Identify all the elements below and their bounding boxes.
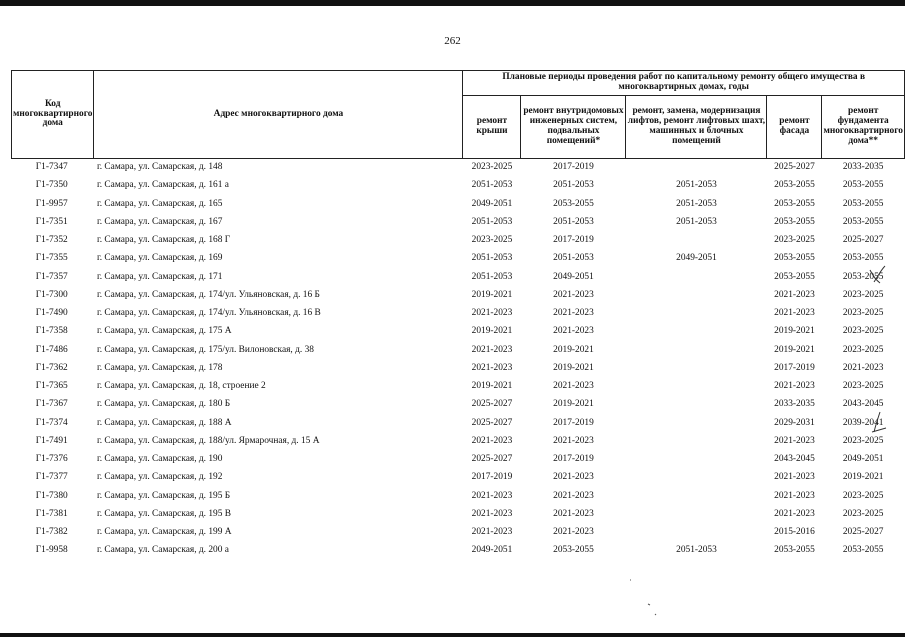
cell-foundation: 2023-2025 [842, 435, 884, 446]
cell-foundation: 2021-2023 [842, 362, 884, 373]
cell-lifts [626, 323, 767, 341]
cell-lifts [626, 524, 767, 542]
cell-foundation: 2053-2055 [842, 545, 884, 556]
cell-address: г. Самара, ул. Самарская, д. 190 [96, 454, 223, 465]
cell-systems: 2051-2053 [553, 216, 594, 227]
table-row [12, 396, 905, 414]
table-row [12, 287, 905, 305]
cell-lifts [626, 506, 767, 524]
cell-foundation: 2023-2025 [842, 326, 884, 337]
cell-facade: 2023-2025 [774, 235, 815, 246]
cell-foundation: 2023-2025 [842, 308, 884, 319]
cell-lifts [626, 451, 767, 469]
cell-facade: 2029-2031 [774, 417, 815, 428]
table-row [12, 506, 905, 524]
header-foundation: ремонт фундамента многоквартирного дома** [822, 96, 904, 159]
cell-foundation: 2039-2041 [842, 417, 884, 428]
cell-foundation: 2033-2035 [842, 162, 884, 173]
cell-lifts [626, 342, 767, 360]
header-facade: ремонт фасада [767, 96, 822, 159]
cell-foundation: 2043-2045 [842, 399, 884, 410]
cell-roof: 2017-2019 [471, 472, 513, 483]
cell-code: Г1-9957 [35, 198, 68, 209]
cell-facade: 2019-2021 [774, 326, 815, 337]
cell-roof: 2019-2021 [471, 326, 513, 337]
cell-systems: 2021-2023 [553, 527, 594, 538]
cell-systems: 2021-2023 [553, 435, 594, 446]
cell-foundation: 2023-2025 [842, 344, 884, 355]
cell-lifts [626, 488, 767, 506]
cell-address: г. Самара, ул. Самарская, д. 178 [96, 362, 223, 373]
cell-code: Г1-7367 [35, 399, 68, 410]
cell-facade: 2019-2021 [774, 344, 815, 355]
cell-facade: 2053-2055 [774, 180, 815, 191]
cell-facade: 2021-2023 [774, 508, 815, 519]
cell-code: Г1-7365 [35, 381, 68, 392]
cell-facade: 2021-2023 [774, 289, 815, 300]
table-row [12, 196, 905, 214]
page-number: 262 [444, 35, 461, 47]
cell-facade: 2021-2023 [774, 435, 815, 446]
table-row [12, 415, 905, 433]
cell-code: Г1-7486 [35, 344, 68, 355]
cell-roof: 2051-2053 [471, 180, 513, 191]
table-row [12, 469, 905, 487]
bottom-border-rule [0, 633, 905, 637]
cell-facade: 2053-2055 [774, 545, 815, 556]
cell-lifts: 2051-2053 [676, 545, 717, 556]
table-row [12, 378, 905, 396]
table-row [12, 269, 905, 287]
cell-facade: 2021-2023 [774, 308, 815, 319]
cell-code: Г1-9958 [35, 545, 68, 556]
cell-address: г. Самара, ул. Самарская, д. 18, строение 2 [96, 381, 266, 392]
table-row [12, 542, 905, 560]
cell-address: г. Самара, ул. Самарская, д. 168 Г [96, 235, 231, 246]
cell-roof: 2021-2023 [471, 344, 513, 355]
cell-lifts [626, 305, 767, 323]
cell-facade: 2053-2055 [774, 253, 815, 264]
cell-systems: 2021-2023 [553, 326, 594, 337]
cell-foundation: 2053-2055 [842, 216, 884, 227]
cell-address: г. Самара, ул. Самарская, д. 169 [96, 253, 223, 264]
cell-systems: 2021-2023 [553, 508, 594, 519]
cell-foundation: 2049-2051 [842, 454, 884, 465]
cell-foundation: 2025-2027 [842, 527, 884, 538]
cell-systems: 2021-2023 [553, 490, 594, 501]
cell-code: Г1-7347 [35, 162, 68, 173]
cell-lifts: 2049-2051 [676, 253, 717, 264]
cell-lifts [626, 469, 767, 487]
cell-address: г. Самара, ул. Самарская, д. 192 [96, 472, 223, 483]
cell-systems: 2049-2051 [553, 271, 594, 282]
cell-address: г. Самара, ул. Самарская, д. 180 Б [96, 399, 231, 410]
cell-facade: 2021-2023 [774, 490, 815, 501]
header-periods-group: Плановые периоды проведения работ по капитальному ремонту общего имущества в многоквартирных домах, годы [463, 71, 904, 96]
cell-lifts [626, 360, 767, 378]
cell-systems: 2021-2023 [553, 308, 594, 319]
cell-foundation: 2053-2055 [842, 180, 884, 191]
cell-foundation: 2053-2055 [842, 253, 884, 264]
cell-facade: 2043-2045 [774, 454, 815, 465]
cell-code: Г1-7352 [35, 235, 68, 246]
cell-address: г. Самара, ул. Самарская, д. 195 Б [96, 490, 231, 501]
cell-systems: 2051-2053 [553, 253, 594, 264]
cell-address: г. Самара, ул. Самарская, д. 174/ул. Ульяновская, д. 16 Б [96, 289, 320, 300]
cell-lifts [626, 159, 767, 178]
cell-systems: 2019-2021 [553, 362, 594, 373]
cell-facade: 2017-2019 [774, 362, 815, 373]
cell-facade: 2021-2023 [774, 381, 815, 392]
cell-facade: 2021-2023 [774, 472, 815, 483]
cell-roof: 2049-2051 [471, 198, 513, 209]
cell-foundation: 2053-2055 [842, 271, 884, 282]
table-row [12, 451, 905, 469]
cell-roof: 2025-2027 [471, 417, 513, 428]
cell-facade: 2053-2055 [774, 271, 815, 282]
cell-systems: 2019-2021 [553, 344, 594, 355]
cell-code: Г1-7377 [35, 472, 68, 483]
cell-code: Г1-7490 [35, 308, 68, 319]
cell-address: г. Самара, ул. Самарская, д. 165 [96, 198, 223, 209]
cell-code: Г1-7358 [35, 326, 68, 337]
cell-lifts: 2051-2053 [676, 198, 717, 209]
cell-foundation: 2023-2025 [842, 490, 884, 501]
table-row [12, 488, 905, 506]
cell-code: Г1-7380 [35, 490, 68, 501]
cell-foundation: 2023-2025 [842, 289, 884, 300]
cell-code: Г1-7374 [35, 417, 68, 428]
cell-address: г. Самара, ул. Самарская, д. 161 а [96, 180, 229, 191]
cell-code: Г1-7300 [35, 289, 68, 300]
cell-systems: 2021-2023 [553, 381, 594, 392]
cell-address: г. Самара, ул. Самарская, д. 188 А [96, 417, 232, 428]
cell-roof: 2021-2023 [471, 435, 513, 446]
cell-systems: 2017-2019 [553, 454, 594, 465]
table-row [12, 433, 905, 451]
cell-lifts [626, 269, 767, 287]
table-row [12, 177, 905, 195]
cell-code: Г1-7355 [35, 253, 68, 264]
table-row [12, 159, 905, 178]
cell-code: Г1-7376 [35, 454, 68, 465]
cell-facade: 2033-2035 [774, 399, 815, 410]
table-row [12, 342, 905, 360]
table-row [12, 524, 905, 542]
cell-lifts [626, 396, 767, 414]
cell-roof: 2051-2053 [471, 271, 513, 282]
header-code: Код многоквартирного дома [12, 71, 94, 159]
cell-facade: 2053-2055 [774, 198, 815, 209]
cell-systems: 2017-2019 [553, 162, 594, 173]
scan-speck [630, 580, 656, 615]
header-lifts: ремонт, замена, модернизация лифтов, ремонт лифтовых шахт, машинных и блочных помещений [626, 96, 767, 159]
cell-systems: 2017-2019 [553, 417, 594, 428]
table-row [12, 323, 905, 341]
cell-code: Г1-7491 [35, 435, 68, 446]
cell-roof: 2019-2021 [471, 289, 513, 300]
cell-lifts: 2051-2053 [676, 216, 717, 227]
cell-foundation: 2053-2055 [842, 198, 884, 209]
cell-foundation: 2023-2025 [842, 381, 884, 392]
cell-roof: 2021-2023 [471, 508, 513, 519]
cell-roof: 2051-2053 [471, 253, 513, 264]
header-address: Адрес многоквартирного дома [94, 71, 463, 159]
cell-lifts: 2051-2053 [676, 180, 717, 191]
cell-address: г. Самара, ул. Самарская, д. 148 [96, 162, 223, 173]
cell-roof: 2049-2051 [471, 545, 513, 556]
cell-lifts [626, 433, 767, 451]
cell-roof: 2021-2023 [471, 362, 513, 373]
cell-systems: 2021-2023 [553, 472, 594, 483]
cell-roof: 2025-2027 [471, 454, 513, 465]
cell-address: г. Самара, ул. Самарская, д. 175 А [96, 326, 232, 337]
cell-code: Г1-7351 [35, 216, 68, 227]
table-body [12, 159, 905, 561]
cell-code: Г1-7381 [35, 508, 68, 519]
cell-lifts [626, 287, 767, 305]
cell-lifts [626, 232, 767, 250]
cell-address: г. Самара, ул. Самарская, д. 171 [96, 271, 223, 282]
cell-address: г. Самара, ул. Самарская, д. 174/ул. Ульяновская, д. 16 В [96, 308, 321, 319]
cell-roof: 2021-2023 [471, 527, 513, 538]
cell-foundation: 2019-2021 [842, 472, 884, 483]
cell-facade: 2025-2027 [774, 162, 815, 173]
cell-roof: 2051-2053 [471, 216, 513, 227]
table-row [12, 305, 905, 323]
header-roof: ремонт крыши [463, 96, 521, 159]
table-row [12, 250, 905, 268]
cell-code: Г1-7382 [35, 527, 68, 538]
table-row [12, 232, 905, 250]
cell-lifts [626, 415, 767, 433]
cell-address: г. Самара, ул. Самарская, д. 200 а [96, 545, 229, 556]
cell-roof: 2019-2021 [471, 381, 513, 392]
cell-code: Г1-7362 [35, 362, 68, 373]
cell-address: г. Самара, ул. Самарская, д. 188/ул. Ярмарочная, д. 15 А [96, 435, 320, 446]
cell-address: г. Самара, ул. Самарская, д. 199 А [96, 527, 232, 538]
header-systems: ремонт внутридомовых инженерных систем, подвальных помещений* [521, 96, 626, 159]
cell-systems: 2017-2019 [553, 235, 594, 246]
cell-address: г. Самара, ул. Самарская, д. 175/ул. Вилоновская, д. 38 [96, 344, 314, 355]
cell-address: г. Самара, ул. Самарская, д. 167 [96, 216, 223, 227]
cell-systems: 2019-2021 [553, 399, 594, 410]
cell-facade: 2015-2016 [774, 527, 815, 538]
table-row [12, 360, 905, 378]
cell-facade: 2053-2055 [774, 216, 815, 227]
cell-roof: 2023-2025 [471, 162, 513, 173]
cell-address: г. Самара, ул. Самарская, д. 195 В [96, 508, 232, 519]
capital-repair-table [11, 70, 905, 561]
table-row [12, 214, 905, 232]
cell-roof: 2025-2027 [471, 399, 513, 410]
cell-code: Г1-7350 [35, 180, 68, 191]
cell-lifts [626, 378, 767, 396]
cell-code: Г1-7357 [35, 271, 68, 282]
cell-systems: 2021-2023 [553, 289, 594, 300]
cell-roof: 2021-2023 [471, 308, 513, 319]
cell-foundation: 2025-2027 [842, 235, 884, 246]
cell-systems: 2051-2053 [553, 180, 594, 191]
top-border-rule [0, 0, 905, 6]
cell-roof: 2023-2025 [471, 235, 513, 246]
cell-roof: 2021-2023 [471, 490, 513, 501]
cell-foundation: 2023-2025 [842, 508, 884, 519]
cell-systems: 2053-2055 [553, 198, 594, 209]
cell-systems: 2053-2055 [553, 545, 594, 556]
